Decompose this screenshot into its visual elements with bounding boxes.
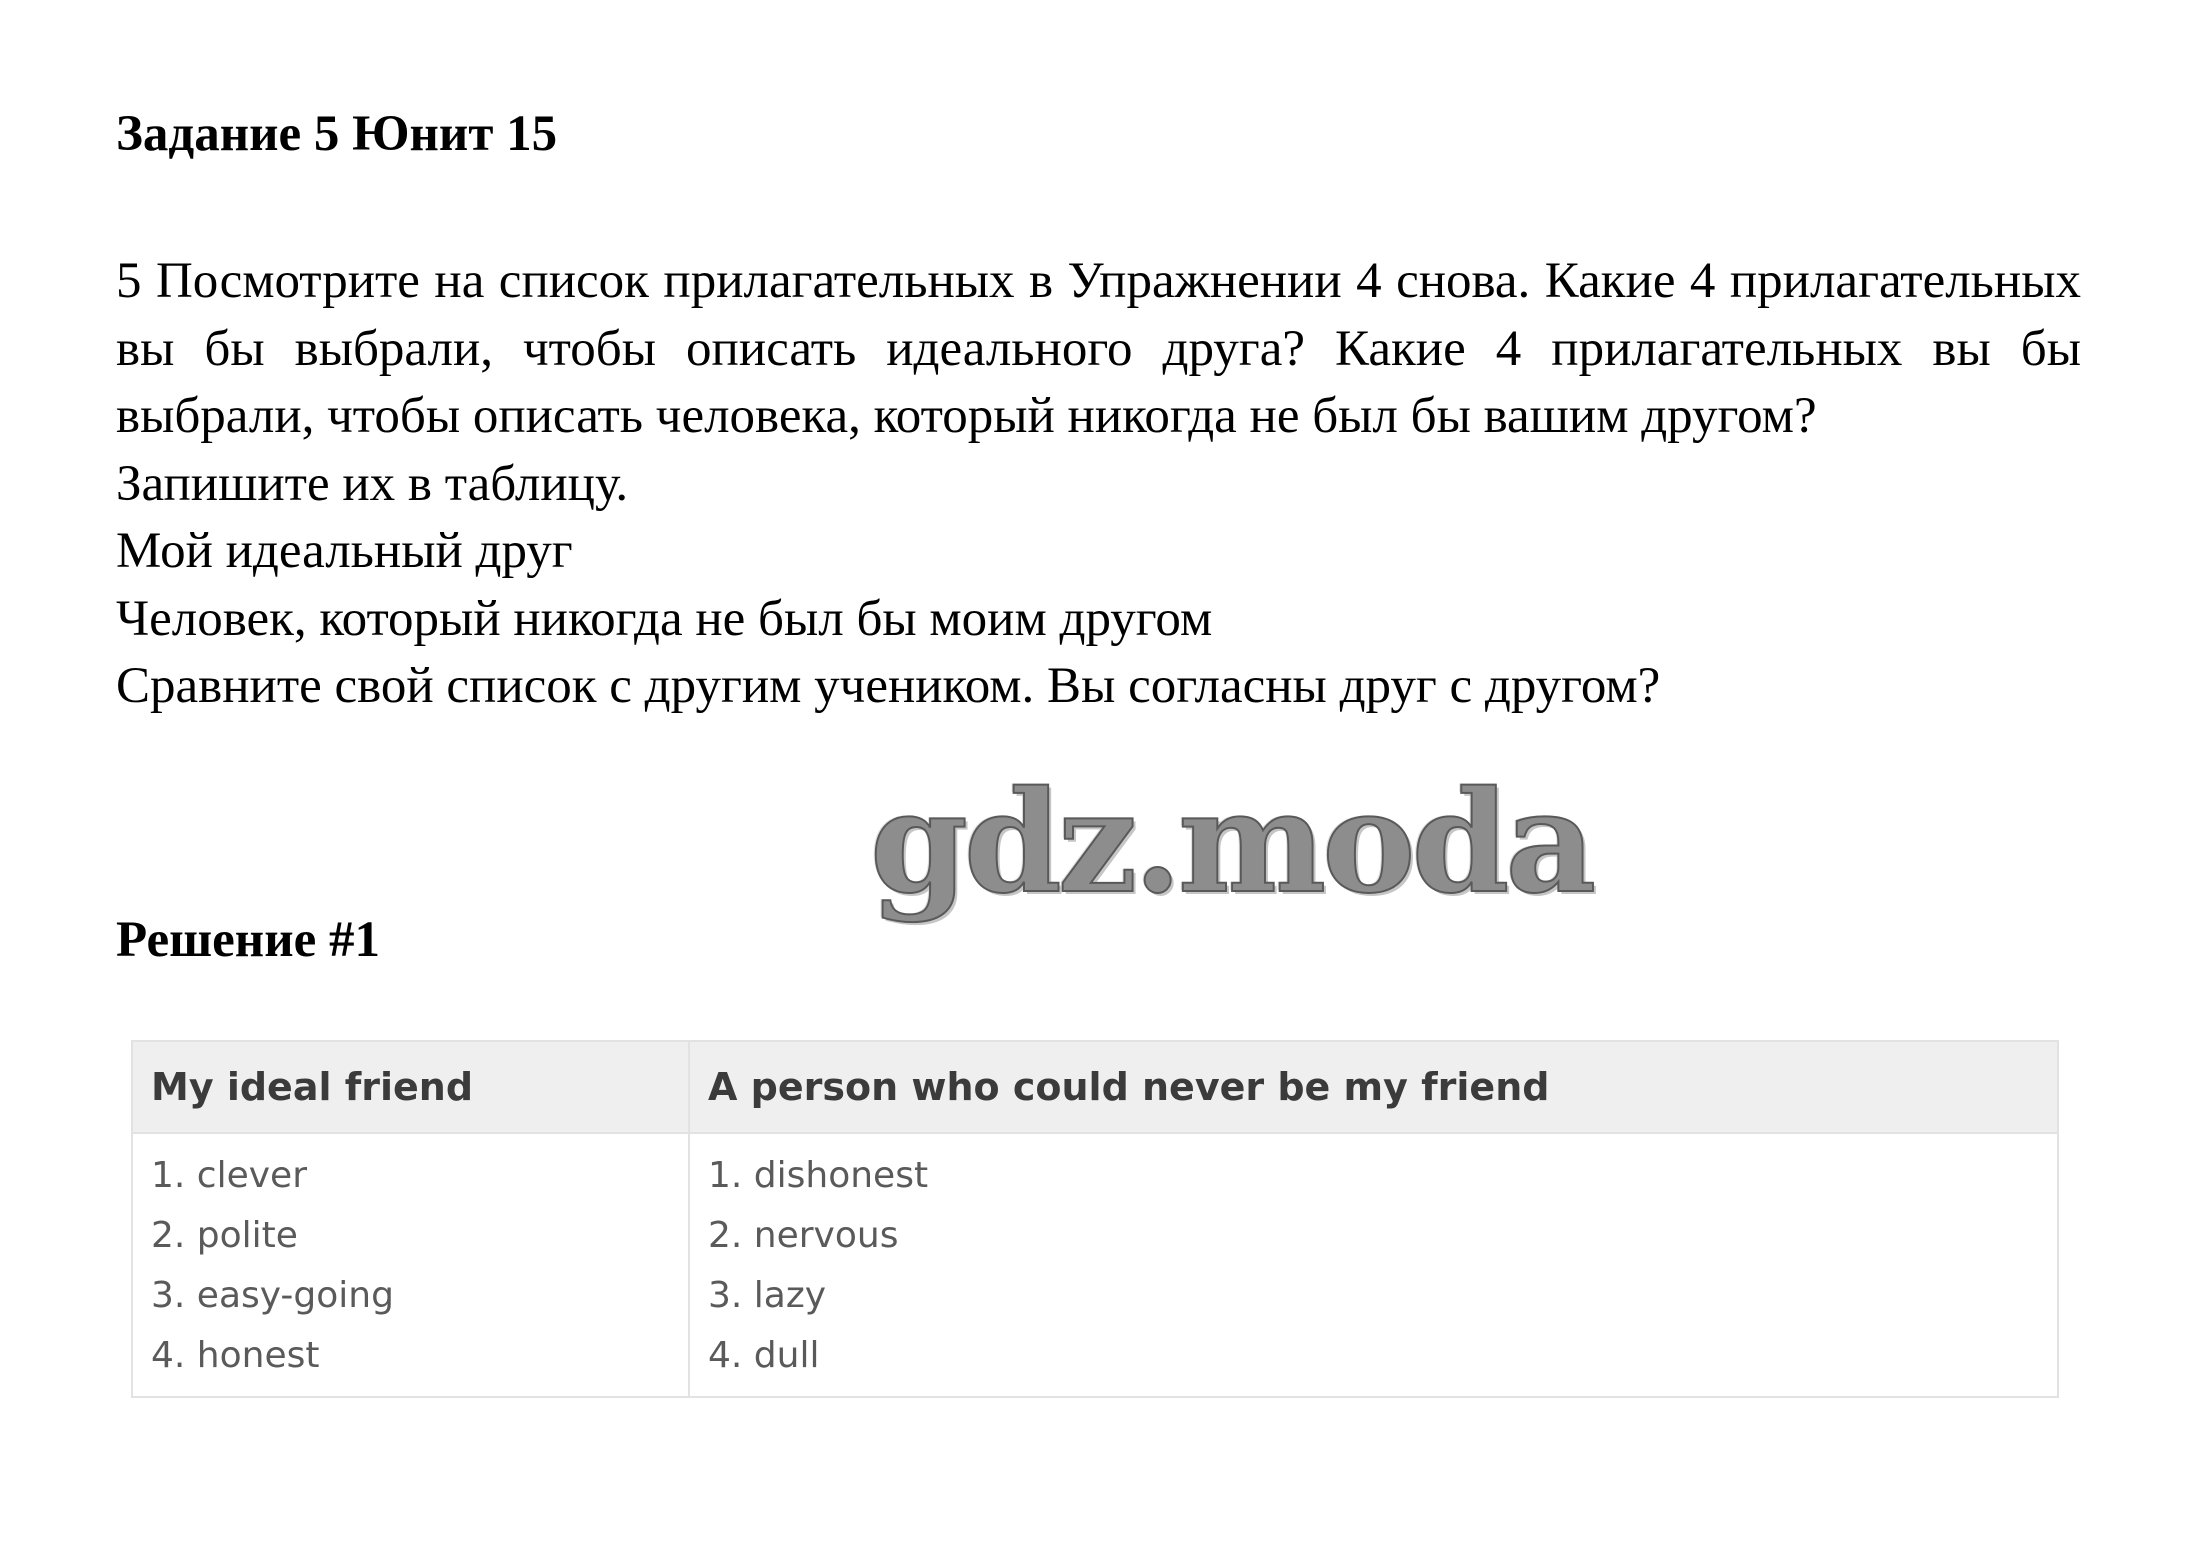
watermark-logo: gdz.moda (870, 761, 1593, 925)
answer-table (131, 1040, 2059, 1398)
task-line-ideal: Мой идеальный друг (116, 523, 573, 579)
never-friend-list (708, 1146, 2039, 1386)
ideal-friend-list (151, 1146, 670, 1386)
never-friend-cell (689, 1133, 2057, 1396)
list-item: 3. easy-going (151, 1275, 394, 1316)
ideal-friend-cell (133, 1133, 689, 1396)
table-header-row (133, 1042, 2057, 1133)
list-item: 2. nervous (708, 1215, 899, 1256)
list-item: 4. dull (708, 1335, 820, 1376)
header-ideal-friend: My ideal friend (133, 1042, 689, 1133)
list-item: 3. lazy (708, 1275, 827, 1316)
task-line-compare: Сравните свой список с другим учеником. Вы согласны друг с другом? (116, 658, 1661, 714)
task-line-write: Запишите их в таблицу. (116, 455, 629, 512)
header-never-friend: A person who could never be my friend (689, 1042, 2057, 1133)
task-heading: Задание 5 Юнит 15 (116, 106, 558, 162)
list-item: 4. honest (151, 1335, 320, 1376)
solution-heading: Решение #1 (116, 912, 380, 968)
list-item: 2. polite (151, 1215, 298, 1256)
task-paragraph: 5 Посмотрите на список прилагательных в Упражнении 4 снова. Какие 4 прилагательных вы бы выбрали, чтобы описать идеального друга? Какие 4 прилагательных вы бы выбрали, чтобы описать человека, который никогда не был бы вашим другом? (116, 253, 2081, 444)
task-line-never: Человек, который никогда не был бы моим другом (116, 590, 1213, 647)
list-item: 1. clever (151, 1155, 307, 1196)
list-item: 1. dishonest (708, 1155, 929, 1196)
table-row (133, 1133, 2057, 1396)
task-text (116, 248, 2081, 721)
